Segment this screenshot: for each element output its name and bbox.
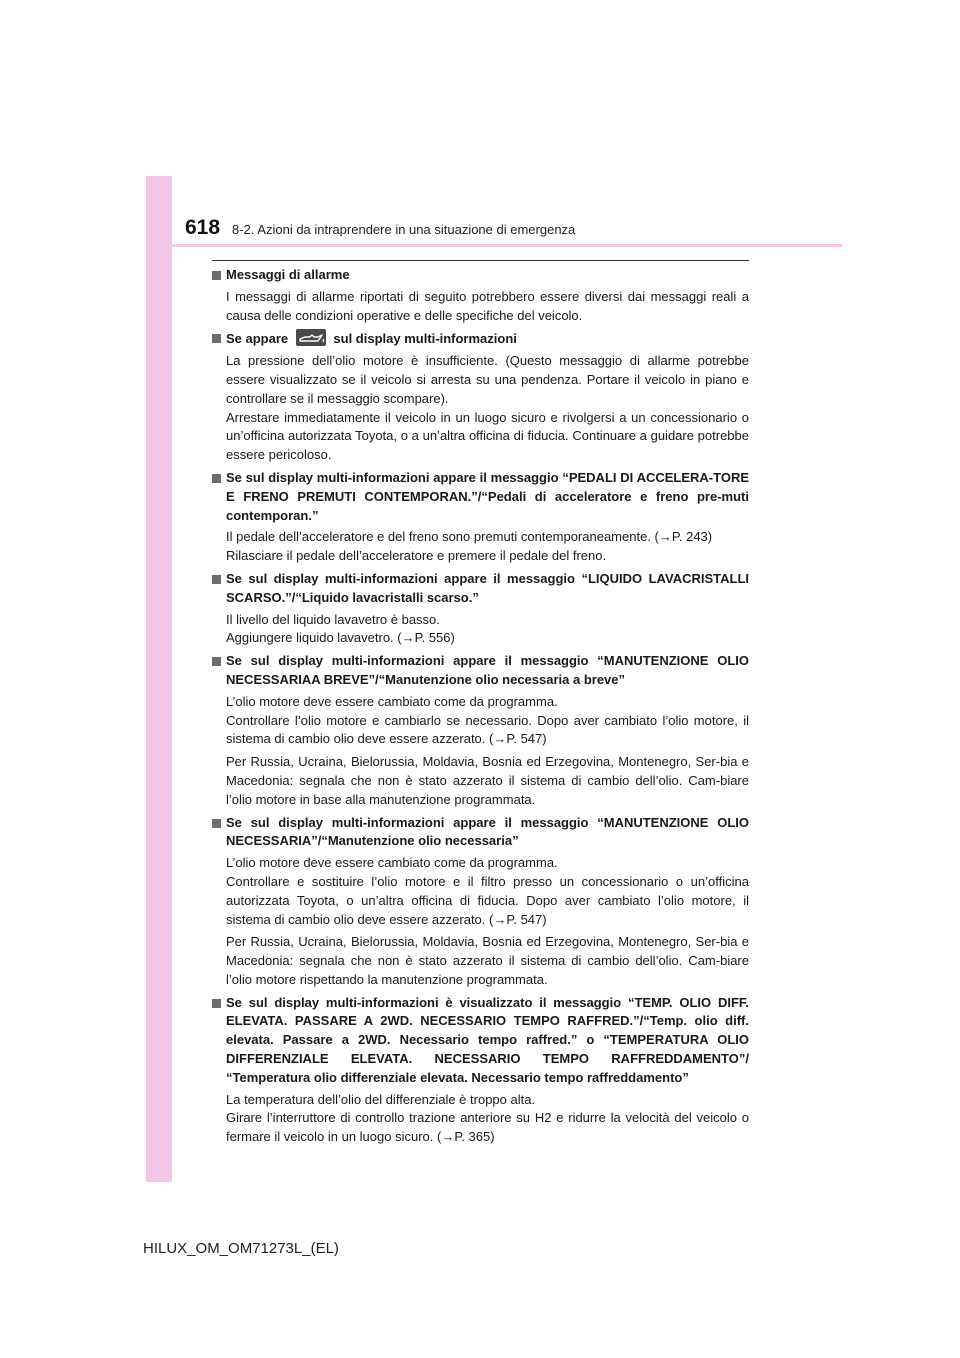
square-bullet-icon <box>212 819 221 828</box>
section-heading <box>212 994 749 1088</box>
paragraph: Il pedale dell’acceleratore e del freno sono premuti contemporaneamente. (→P. 243) Rilasciare il pedale dell’acceleratore e premere il pedale del freno. <box>226 529 713 564</box>
square-bullet-icon <box>212 575 221 584</box>
square-bullet-icon <box>212 474 221 483</box>
section-warning-messages <box>212 266 749 325</box>
square-bullet-icon <box>212 271 221 280</box>
heading-text: Se sul display multi-informazioni appare il messaggio “MANUTENZIONE OLIO NECESSARIAA BREVE”/“Manutenzione olio necessaria a breve” <box>226 653 749 687</box>
heading-text: Se sul display multi-informazioni è visualizzato il messaggio “TEMP. OLIO DIFF. ELEVATA. PASSARE A 2WD. NECESSARIO TEMPO RAFFRED.”/“Temp. olio diff. elevata. Passare a 2WD. Necessario tempo raffred.” o “TEMPERATURA OLIO DIFFERENZIALE ELEVATA. NECESSARIO TEMPO RAFFREDDAMENTO”/ “Temperatura olio differenziale elevata. Necessario tempo raffreddamento” <box>226 994 749 1085</box>
heading-text: Se sul display multi-informazioni appare il messaggio “LIQUIDO LAVACRISTALLI SCARSO.”/“Liquido lavacristalli scarso.” <box>226 570 749 605</box>
content-divider <box>212 260 749 261</box>
paragraph: Il livello del liquido lavavetro è basso. Aggiungere liquido lavavetro. (→P. 556) <box>226 611 455 646</box>
paragraph: Per Russia, Ucraina, Bielorussia, Moldavia, Bosnia ed Erzegovina, Montenegro, Ser-bia e Macedonia: segnala che non è stato azzerato il sistema di cambio dell’olio. Cam-biare l’olio motore in base alla manutenzione programmata. <box>226 754 749 807</box>
header-divider <box>172 244 842 247</box>
document-code: HILUX_OM_OM71273L_(EL) <box>143 1240 339 1257</box>
section-oil-maintenance-soon <box>212 652 749 809</box>
heading-text-after-icon: sul display multi-informazioni <box>333 331 517 347</box>
section-oil-maintenance-required <box>212 814 749 990</box>
content-body <box>212 266 749 1151</box>
heading-text: Messaggi di allarme <box>226 267 350 282</box>
paragraph: L’olio motore deve essere cambiato come da programma. Controllare l’olio motore e cambiarlo se necessario. Dopo aver cambiato l’olio motore, il sistema di cambio olio deve essere azzerato. (→P. 547) <box>226 693 749 747</box>
section-heading <box>212 814 749 852</box>
section-title: 8-2. Azioni da intraprendere in una situazione di emergenza <box>232 222 576 237</box>
chapter-tab <box>146 176 172 1182</box>
section-pedals <box>212 469 749 566</box>
oil-pressure-warning-icon <box>296 329 326 346</box>
paragraph: L’olio motore deve essere cambiato come da programma. Controllare e sostituire l’olio motore e il filtro presso un concessionario o un’officina autorizzata Toyota, o un’altra officina di fiducia. Dopo aver cambiato l’olio motore, il sistema di cambio olio deve essere azzerato. (→P. 547) <box>226 855 749 927</box>
heading-text: Se sul display multi-informazioni appare il messaggio “MANUTENZIONE OLIO NECESSARIA”/“Manutenzione olio necessaria” <box>226 814 749 849</box>
square-bullet-icon <box>212 999 221 1008</box>
section-diff-oil-temp <box>212 994 749 1147</box>
paragraph: I messaggi di allarme riportati di seguito potrebbero essere diversi dai messaggi reali a causa delle condizioni operative e delle specifiche del veicolo. <box>226 288 749 323</box>
page-number: 618 <box>185 216 221 239</box>
section-oil-pressure <box>212 329 749 465</box>
paragraph: La temperatura dell’olio del differenziale è troppo alta. Girare l’interruttore di controllo trazione anteriore su H2 e ridurre la velocità del veicolo o fermare il veicolo in un luogo sicuro. (→P. 365) <box>226 1091 749 1145</box>
section-heading <box>212 266 749 285</box>
square-bullet-icon <box>212 334 221 343</box>
section-heading <box>212 329 749 349</box>
square-bullet-icon <box>212 657 221 666</box>
heading-text-before-icon: Se appare <box>226 331 289 347</box>
paragraph: Per Russia, Ucraina, Bielorussia, Moldavia, Bosnia ed Erzegovina, Montenegro, Ser-bia e Macedonia: segnala che non è stato azzerato il sistema di cambio dell’olio. Cam-biare l’olio motore rispettando la manutenzione programmata. <box>226 934 749 987</box>
heading-text: Se sul display multi-informazioni appare il messaggio “PEDALI DI ACCELERA-TORE E FRENO PREMUTI CONTEMPORAN.”/“Pedali di acceleratore e freno pre-muti contemporan.” <box>226 469 749 523</box>
section-heading <box>212 570 749 608</box>
paragraph: La pressione dell’olio motore è insufficiente. (Questo messaggio di allarme potrebbe essere visualizzato se il veicolo si arresta su una pendenza. Portare il veicolo in piano e controllare se il messaggio scompare). Arrestare immediatamente il veicolo in un luogo sicuro e rivolgersi a un concessionario o un’officina autorizzata Toyota, o a un’altra officina di fiducia. Continuare a guidare potrebbe essere pericoloso. <box>226 353 749 463</box>
section-heading <box>212 652 749 690</box>
section-washer-fluid <box>212 570 749 648</box>
section-heading <box>212 469 749 525</box>
